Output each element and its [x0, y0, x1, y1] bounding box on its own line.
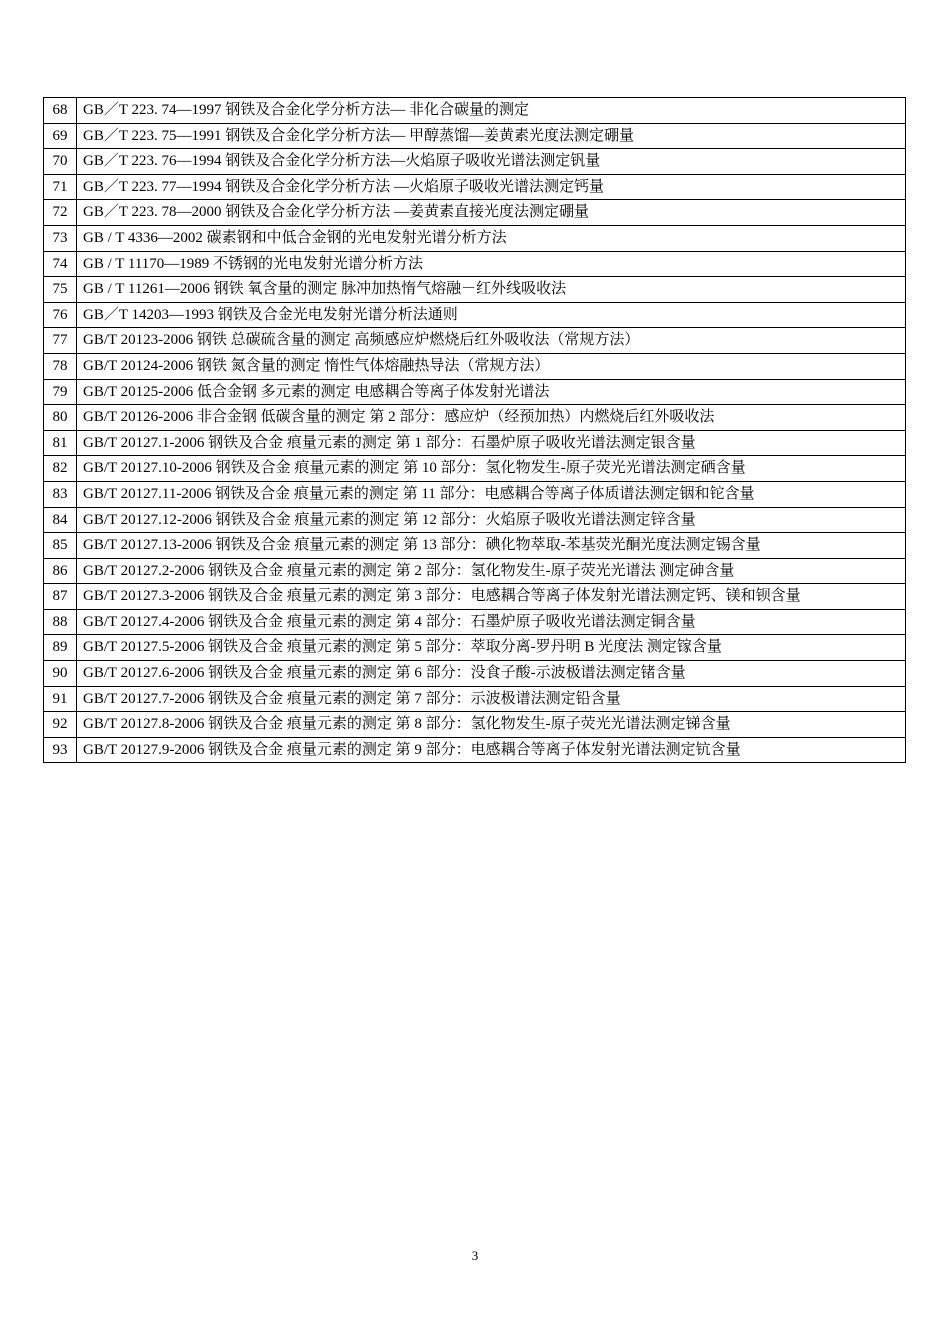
standard-title: GB/T 20124-2006 钢铁 氮含量的测定 惰性气体熔融热导法（常规方法）: [77, 353, 906, 379]
row-number: 76: [44, 302, 77, 328]
row-number: 86: [44, 558, 77, 584]
standards-table: [43, 97, 906, 763]
row-number: 68: [44, 98, 77, 124]
standard-title: GB/T 20127.5-2006 钢铁及合金 痕量元素的测定 第 5 部分：萃取分离-罗丹明 B 光度法 测定镓含量: [77, 635, 906, 661]
row-number: 80: [44, 405, 77, 431]
standard-title: GB／T 223. 78—2000 钢铁及合金化学分析方法 —姜黄素直接光度法测定硼量: [77, 200, 906, 226]
table-row: [44, 379, 906, 405]
table-row: [44, 584, 906, 610]
standard-title: GB／T 223. 76—1994 钢铁及合金化学分析方法—火焰原子吸收光谱法测定钒量: [77, 149, 906, 175]
row-number: 79: [44, 379, 77, 405]
table-row: [44, 353, 906, 379]
row-number: 91: [44, 686, 77, 712]
standard-title: GB / T 11170—1989 不锈钢的光电发射光谱分析方法: [77, 251, 906, 277]
row-number: 90: [44, 661, 77, 687]
table-row: [44, 737, 906, 763]
row-number: 74: [44, 251, 77, 277]
table-row: [44, 558, 906, 584]
table-row: [44, 328, 906, 354]
table-row: [44, 123, 906, 149]
row-number: 75: [44, 277, 77, 303]
row-number: 82: [44, 456, 77, 482]
table-row: [44, 251, 906, 277]
standard-title: GB/T 20127.6-2006 钢铁及合金 痕量元素的测定 第 6 部分：没食子酸-示波极谱法测定锗含量: [77, 661, 906, 687]
row-number: 77: [44, 328, 77, 354]
row-number: 70: [44, 149, 77, 175]
row-number: 85: [44, 533, 77, 559]
table-row: [44, 302, 906, 328]
row-number: 83: [44, 481, 77, 507]
table-row: [44, 405, 906, 431]
standard-title: GB/T 20127.12-2006 钢铁及合金 痕量元素的测定 第 12 部分：火焰原子吸收光谱法测定锌含量: [77, 507, 906, 533]
row-number: 78: [44, 353, 77, 379]
page-number: 3: [471, 1248, 479, 1263]
table-row: [44, 661, 906, 687]
row-number: 88: [44, 609, 77, 635]
standard-title: GB/T 20127.10-2006 钢铁及合金 痕量元素的测定 第 10 部分：氢化物发生-原子荧光光谱法测定硒含量: [77, 456, 906, 482]
table-row: [44, 635, 906, 661]
row-number: 92: [44, 712, 77, 738]
table-row: [44, 149, 906, 175]
row-number: 93: [44, 737, 77, 763]
table-row: [44, 533, 906, 559]
standard-title: GB/T 20123-2006 钢铁 总碳硫含量的测定 高频感应炉燃烧后红外吸收法（常规方法）: [77, 328, 906, 354]
table-row: [44, 686, 906, 712]
standard-title: GB/T 20127.1-2006 钢铁及合金 痕量元素的测定 第 1 部分：石墨炉原子吸收光谱法测定银含量: [77, 430, 906, 456]
row-number: 69: [44, 123, 77, 149]
table-row: [44, 609, 906, 635]
standard-title: GB/T 20127.7-2006 钢铁及合金 痕量元素的测定 第 7 部分：示波极谱法测定铅含量: [77, 686, 906, 712]
standard-title: GB/T 20127.8-2006 钢铁及合金 痕量元素的测定 第 8 部分：氢化物发生-原子荧光光谱法测定锑含量: [77, 712, 906, 738]
table-row: [44, 456, 906, 482]
table-row: [44, 277, 906, 303]
row-number: 71: [44, 174, 77, 200]
table-row: [44, 174, 906, 200]
standard-title: GB／T 223. 74—1997 钢铁及合金化学分析方法— 非化合碳量的测定: [77, 98, 906, 124]
standard-title: GB/T 20127.13-2006 钢铁及合金 痕量元素的测定 第 13 部分：碘化物萃取-苯基荧光酮光度法测定锡含量: [77, 533, 906, 559]
standard-title: GB/T 20126-2006 非合金钢 低碳含量的测定 第 2 部分：感应炉（经预加热）内燃烧后红外吸收法: [77, 405, 906, 431]
standard-title: GB/T 20127.2-2006 钢铁及合金 痕量元素的测定 第 2 部分：氢化物发生-原子荧光光谱法 测定砷含量: [77, 558, 906, 584]
row-number: 89: [44, 635, 77, 661]
row-number: 84: [44, 507, 77, 533]
standard-title: GB/T 20127.9-2006 钢铁及合金 痕量元素的测定 第 9 部分：电感耦合等离子体发射光谱法测定钪含量: [77, 737, 906, 763]
standard-title: GB／T 223. 77—1994 钢铁及合金化学分析方法 —火焰原子吸收光谱法测定钙量: [77, 174, 906, 200]
row-number: 87: [44, 584, 77, 610]
standard-title: GB／T 223. 75—1991 钢铁及合金化学分析方法— 甲醇蒸馏—姜黄素光度法测定硼量: [77, 123, 906, 149]
table-row: [44, 98, 906, 124]
standard-title: GB / T 4336—2002 碳素钢和中低合金钢的光电发射光谱分析方法: [77, 225, 906, 251]
table-row: [44, 712, 906, 738]
row-number: 72: [44, 200, 77, 226]
table-row: [44, 481, 906, 507]
standards-table-body: [44, 98, 906, 763]
row-number: 73: [44, 225, 77, 251]
table-row: [44, 507, 906, 533]
table-row: [44, 200, 906, 226]
standard-title: GB/T 20127.11-2006 钢铁及合金 痕量元素的测定 第 11 部分：电感耦合等离子体质谱法测定铟和铊含量: [77, 481, 906, 507]
standard-title: GB／T 14203—1993 钢铁及合金光电发射光谱分析法通则: [77, 302, 906, 328]
standard-title: GB/T 20125-2006 低合金钢 多元素的测定 电感耦合等离子体发射光谱法: [77, 379, 906, 405]
table-row: [44, 225, 906, 251]
standard-title: GB/T 20127.4-2006 钢铁及合金 痕量元素的测定 第 4 部分：石墨炉原子吸收光谱法测定铜含量: [77, 609, 906, 635]
row-number: 81: [44, 430, 77, 456]
standard-title: GB / T 11261—2006 钢铁 氧含量的测定 脉冲加热惰气熔融－红外线吸收法: [77, 277, 906, 303]
standard-title: GB/T 20127.3-2006 钢铁及合金 痕量元素的测定 第 3 部分：电感耦合等离子体发射光谱法测定钙、镁和钡含量: [77, 584, 906, 610]
table-row: [44, 430, 906, 456]
